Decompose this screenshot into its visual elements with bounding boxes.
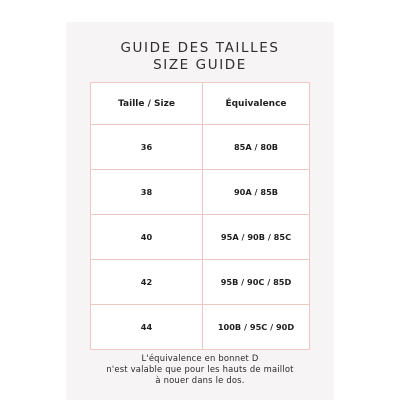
table-row — [91, 125, 310, 170]
table-row — [91, 170, 310, 215]
header-size: Taille / Size — [91, 83, 203, 125]
table-row — [91, 215, 310, 260]
size-table — [90, 82, 310, 350]
cell-equivalence: 95B / 90C / 85D — [203, 260, 310, 305]
cell-equivalence: 85A / 80B — [203, 125, 310, 170]
title-english: SIZE GUIDE — [153, 57, 247, 73]
footnote-line: à nouer dans le dos. — [155, 375, 245, 385]
footnote-line: n'est valable que pour les hauts de maillot — [106, 364, 294, 374]
table-row — [91, 305, 310, 350]
cell-size: 38 — [91, 170, 203, 215]
cell-size: 36 — [91, 125, 203, 170]
cell-size: 44 — [91, 305, 203, 350]
footnote-line: L'équivalence en bonnet D — [141, 353, 259, 363]
header-equivalence: Équivalence — [203, 83, 310, 125]
size-guide-card — [66, 22, 334, 400]
footnote — [66, 353, 334, 386]
table-header-row — [91, 83, 310, 125]
cell-equivalence: 100B / 95C / 90D — [203, 305, 310, 350]
cell-equivalence: 90A / 85B — [203, 170, 310, 215]
cell-size: 40 — [91, 215, 203, 260]
table-row — [91, 260, 310, 305]
title-french: GUIDE DES TAILLES — [120, 40, 280, 56]
cell-size: 42 — [91, 260, 203, 305]
cell-equivalence: 95A / 90B / 85C — [203, 215, 310, 260]
